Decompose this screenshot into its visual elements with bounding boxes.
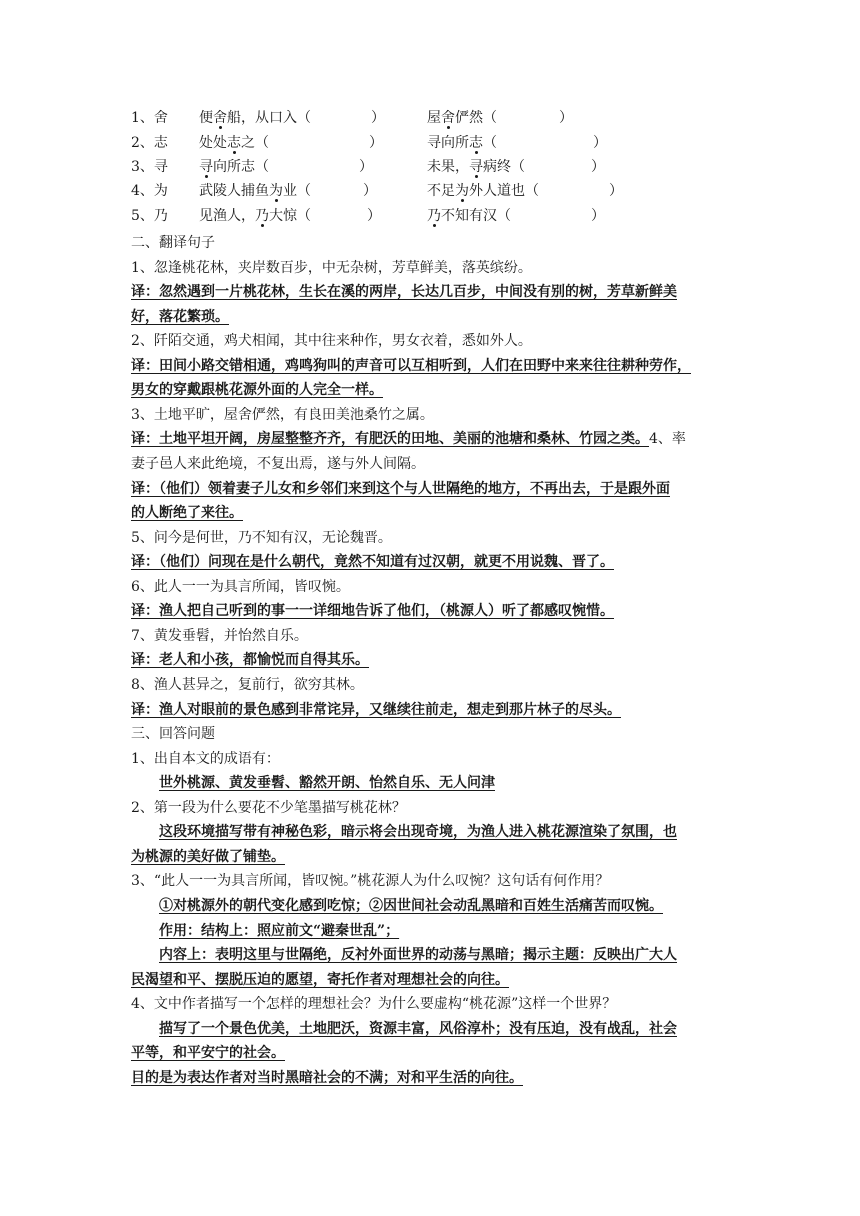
translation: 译：渔人把自己听到的事一一详细地告诉了他们，（桃源人）听了都感叹惋惜。	[131, 603, 614, 619]
question: 3、“此人一一为具言所闻，皆叹惋。”桃花源人为什么叹惋？这句话有何作用？	[131, 873, 610, 889]
answer: 描写了一个景色优美，土地肥沃，资源丰富，风俗淳朴；没有压迫，没有战乱，社会	[159, 1021, 677, 1037]
answer: 平等，和平安宁的社会。	[131, 1045, 285, 1061]
answer: 作用：结构上：照应前文“避秦世乱”；	[159, 923, 400, 939]
translation: 译：渔人对眼前的景色感到非常诧异，又继续往前走，想走到那片林子的尽头。	[131, 702, 621, 718]
source-sentence: 6、此人一一为具言所闻，皆叹惋。	[131, 579, 350, 595]
translation: 译：土地平坦开阔，房屋整整齐齐，有肥沃的田地、美丽的池塘和桑林、竹园之类。	[131, 431, 649, 447]
vocab-row: 5、乃 见渔人，乃大惊（ ） 乃不知有汉（ ）	[131, 208, 605, 224]
answer: 为桃源的美好做了铺垫。	[131, 849, 285, 865]
answer: ①对桃源外的朝代变化感到吃惊；②因世间社会动乱黑暗和百姓生活痛苦而叹惋。	[159, 898, 663, 914]
vocab-row: 3、寻 寻向所志（ ） 未果，寻病终（ ）	[131, 159, 605, 175]
answer: 世外桃源、黄发垂髫、豁然开朗、怡然自乐、无人问津	[159, 775, 495, 791]
translation: 的人断绝了来往。	[131, 505, 243, 521]
source-sentence: 4、率	[649, 431, 686, 447]
section-heading: 二、翻译句子	[131, 235, 215, 251]
translation: 译：（他们）领着妻子儿女和乡邻们来到这个与人世隔绝的地方，不再出去，于是跟外面	[131, 481, 670, 497]
translation-line	[131, 427, 731, 451]
source-sentence: 妻子邑人来此绝境，不复出焉，遂与外人间隔。	[131, 456, 425, 472]
source-sentence: 3、土地平旷，屋舍俨然，有良田美池桑竹之属。	[131, 407, 434, 423]
vocab-row: 2、志 处处志之（ ） 寻向所志（ ）	[131, 135, 607, 151]
answer: 内容上：表明这里与世隔绝，反衬外面世界的动荡与黑暗；揭示主题：反映出广大人	[159, 947, 677, 963]
source-sentence: 1、忽逢桃花林，夹岸数百步，中无杂树，芳草鲜美，落英缤纷。	[131, 260, 532, 276]
question: 1、出自本文的成语有：	[131, 751, 280, 767]
source-sentence: 7、黄发垂髫，并怡然自乐。	[131, 628, 308, 644]
translation: 译：田间小路交错相通，鸡鸣狗叫的声音可以互相听到，人们在田野中来来往往耕种劳作，	[131, 358, 691, 374]
source-sentence: 5、问今是何世，乃不知有汉，无论魏晋。	[131, 530, 392, 546]
translation: 男女的穿戴跟桃花源外面的人完全一样。	[131, 382, 383, 398]
vocab-row: 4、为 武陵人捕鱼为业（ ） 不足为外人道也（ ）	[131, 183, 623, 199]
translation: 好，落花繁琐。	[131, 309, 229, 325]
question: 2、第一段为什么要花不少笔墨描写桃花林？	[131, 800, 406, 816]
answer: 民渴望和平、摆脱压迫的愿望，寄托作者对理想社会的向往。	[131, 972, 509, 988]
source-sentence: 8、渔人甚异之，复前行，欲穷其林。	[131, 677, 364, 693]
source-sentence: 2、阡陌交通，鸡犬相闻，其中往来种作，男女衣着，悉如外人。	[131, 333, 532, 349]
vocab-row: 1、舍 便舍船，从口入（ ） 屋舍俨然（ ）	[131, 110, 573, 126]
translation: 译：老人和小孩，都愉悦而自得其乐。	[131, 652, 369, 668]
answer: 这段环境描写带有神秘色彩，暗示将会出现奇境，为渔人进入桃花源渲染了氛围，也	[159, 824, 677, 840]
question: 4、文中作者描写一个怎样的理想社会？为什么要虚构“桃花源”这样一个世界？	[131, 996, 617, 1012]
section-heading: 三、回答问题	[131, 726, 215, 742]
answer: 目的是为表达作者对当时黑暗社会的不满；对和平生活的向往。	[131, 1070, 523, 1086]
translation: 译：忽然遇到一片桃花林，生长在溪的两岸，长达几百步，中间没有别的树，芳草新鲜美	[131, 284, 677, 300]
translation: 译：（他们）问现在是什么朝代，竟然不知道有过汉朝，就更不用说魏、晋了。	[131, 554, 614, 570]
